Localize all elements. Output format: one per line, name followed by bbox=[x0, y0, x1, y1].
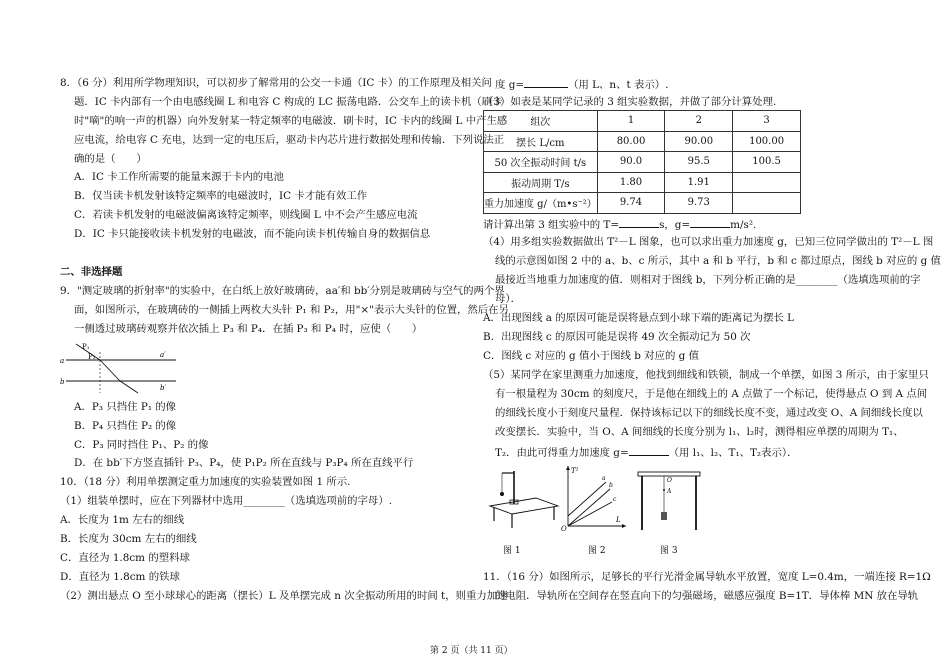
q8-option-b: B．仅当读卡机发射该特定频率的电磁波时，IC 卡才能有效工作 bbox=[74, 190, 368, 202]
line-b-label: b bbox=[609, 482, 613, 489]
q8-option-c: C．若读卡机发射的电磁波偏离该特定频率，则线圈 L 中不会产生感应电流 bbox=[74, 209, 418, 221]
q9-line-3: 一侧透过玻璃砖观察并依次插上 P₃ 和 P₄．在插 P₃ 和 P₄ 时，应使（ ） bbox=[74, 323, 423, 335]
y-axis-arrow bbox=[566, 466, 570, 470]
table-top bbox=[490, 498, 558, 514]
q10-option-a: A．长度为 1m 左右的细线 bbox=[60, 514, 185, 526]
lock-weight bbox=[661, 512, 667, 520]
q8-option-d: D．IC 卡只能接收读卡机发射的电磁波，而不能向读卡机传输自身的数据信息 bbox=[74, 228, 431, 240]
table-cell: 振动周期 T/s bbox=[484, 172, 598, 193]
q9-line-1: 9．"测定玻璃的折射率"的实验中，在白纸上放好玻璃砖，aa′和 bb′分别是玻璃砖与空气的两个界 bbox=[60, 285, 505, 297]
table-cell: 1.80 bbox=[597, 172, 665, 193]
q8-line-3: 时"嘀"的响一声的机器）向外发射某一特定频率的电磁波．刷卡时，IC 卡内的线圈 L 中产生感 bbox=[74, 115, 508, 127]
table-header-cell: 3 bbox=[733, 111, 801, 132]
table-cell: 90.0 bbox=[597, 152, 665, 173]
table-row bbox=[484, 193, 801, 214]
table-header-cell: 组次 bbox=[484, 111, 598, 132]
q10-part-2-continued bbox=[495, 77, 668, 92]
figure-3-home-pendulum bbox=[636, 468, 702, 532]
q10-part-4-line-3: 最接近当地重力加速度的值．则相对于图线 b，下列分析正确的是________（选填选项前的字 bbox=[495, 274, 921, 286]
answer-blank-g bbox=[524, 77, 568, 88]
table-cell: 80.00 bbox=[597, 131, 665, 152]
q10-calc-line bbox=[483, 217, 756, 232]
x-axis-arrow bbox=[622, 524, 626, 528]
pendulum-bob bbox=[500, 492, 504, 496]
q10-part-5-line-1: （5）某同学在家里测重力加速度，他找到细线和铁锁，制成一个单摆，如图 3 所示，由于家里只 bbox=[483, 369, 929, 381]
calc-g-label: s，g= bbox=[659, 219, 691, 231]
q10-part-5-line-2: 有一根量程为 30cm 的刻度尺，于是他在细线上的 A 点做了一个标记，使得悬点 O 到 A 点间 bbox=[495, 388, 928, 400]
q9-option-a: A．P₃ 只挡住 P₁ 的像 bbox=[74, 401, 177, 413]
page-footer: 第 2 页（共 11 页） bbox=[430, 646, 513, 656]
figure-1-caption: 图 1 bbox=[503, 546, 521, 556]
q10-option-b: B．长度为 30cm 左右的细线 bbox=[60, 533, 197, 545]
q11-line-2: 的电阻．导轨所在空间存在竖直向下的匀强磁场，磁感应强度 B=1T．导体棒 MN 放在导轨 bbox=[495, 590, 919, 602]
calc-t-label: 请计算出第 3 组实验中的 T= bbox=[483, 219, 620, 231]
g-formula-label: 度 g= bbox=[495, 79, 525, 91]
q10-part-4-line-2: 线的示意图如图 2 中的 a、b、c 所示，其中 a 和 b 平行，b 和 c 都过原点，图线 b 对应的 g 值 bbox=[495, 255, 941, 267]
answer-blank-g3 bbox=[690, 217, 730, 228]
q10-option-c: C．直径为 1.8cm 的塑料球 bbox=[60, 552, 190, 564]
answer-blank-g5 bbox=[629, 445, 669, 456]
pin-p2-label: P₂ bbox=[88, 353, 96, 361]
graph-line-a bbox=[568, 482, 606, 516]
q9-option-b: B．P₄ 只挡住 P₂ 的像 bbox=[74, 420, 177, 432]
label-b: b bbox=[60, 378, 65, 386]
refracted-ray bbox=[100, 360, 120, 381]
y-axis-label: T² bbox=[571, 467, 579, 475]
table-cell: 95.5 bbox=[665, 152, 733, 173]
table-header-row bbox=[484, 111, 801, 132]
line-c-label: c bbox=[613, 496, 617, 503]
section-heading: 二、非选择题 bbox=[60, 266, 123, 278]
table-cell bbox=[733, 172, 801, 193]
q11-line-1: 11．（16 分）如图所示，足够长的平行光滑金属导轨水平放置，宽度 L=0.4m，一端连接 R=1Ω bbox=[483, 571, 931, 583]
table-cell: 100.00 bbox=[733, 131, 801, 152]
point-a-label: A bbox=[667, 488, 672, 495]
table-header-cell: 2 bbox=[665, 111, 733, 132]
mark-a bbox=[663, 489, 665, 491]
table-cell: 重力加速度 g/（m•s⁻²） bbox=[484, 193, 598, 214]
table-cell: 9.74 bbox=[597, 193, 665, 214]
label-b-prime: b′ bbox=[160, 384, 167, 392]
table-cell: 1.91 bbox=[665, 172, 733, 193]
table-cell: 90.00 bbox=[665, 131, 733, 152]
q9-option-d: D．在 bb′下方竖直插针 P₃、P₄，使 P₁P₂ 所在直线与 P₃P₄ 所在直线平行 bbox=[74, 457, 414, 469]
table-header-cell: 1 bbox=[597, 111, 665, 132]
calc-unit: m/s². bbox=[730, 219, 757, 231]
table-cell: 50 次全振动时间 t/s bbox=[484, 152, 598, 173]
pin-p1-label: P₁ bbox=[82, 343, 90, 351]
q10-part-4-line-4: 母）． bbox=[495, 293, 521, 305]
q8-line-4: 应电流，给电容 C 充电，达到一定的电压后，驱动卡内芯片进行数据处理和传输．下列说法正 bbox=[74, 134, 505, 146]
line-a-label: a bbox=[602, 475, 606, 482]
figure-2-graph bbox=[560, 462, 628, 532]
q10-part-2: （2）测出悬点 O 至小球球心的距离（摆长）L 及单摆完成 n 次全振动所用的时间 t，则重力加速 bbox=[60, 590, 508, 602]
q10-part-1: （1）组装单摆时，应在下列器材中选用________（选填选项前的字母）. bbox=[60, 495, 393, 507]
point-o-label: O bbox=[667, 477, 672, 484]
table-cell: 摆长 L/cm bbox=[484, 131, 598, 152]
graph-line-c bbox=[568, 502, 612, 526]
refraction-figure bbox=[58, 340, 178, 395]
table-row bbox=[484, 131, 801, 152]
q8-line-2: 题．IC 卡内部有一个由电感线圈 L 和电容 C 构成的 LC 振荡电路．公交车上的读卡机（刷卡 bbox=[74, 96, 503, 108]
q10-part-4-option-a: A．出现图线 a 的原因可能是误将悬点到小球下端的距离记为摆长 L bbox=[483, 312, 795, 324]
figure-3-caption: 图 3 bbox=[660, 546, 678, 556]
table-cell: 9.73 bbox=[665, 193, 733, 214]
q10-option-d: D．直径为 1.8cm 的铁球 bbox=[60, 571, 180, 583]
g-formula-hint: （用 L、n、t 表示）. bbox=[568, 79, 669, 91]
figure-2-caption: 图 2 bbox=[588, 546, 606, 556]
answer-blank-t bbox=[619, 217, 659, 228]
label-a: a bbox=[60, 357, 65, 365]
q10-part-3: （3）如表是某同学记录的 3 组实验数据，并做了部分计算处理. bbox=[483, 96, 777, 108]
g-formula-5-label: T₂．由此可得重力加速度 g= bbox=[495, 447, 629, 459]
emergent-ray bbox=[120, 381, 138, 393]
table-cell: 100.5 bbox=[733, 152, 801, 173]
figure-1-pendulum-stand bbox=[488, 466, 560, 530]
q10-part-5-line-3: 的细线长度小于刻度尺量程．保持该标记以下的细线长度不变，通过改变 O、A 间细线长度以 bbox=[495, 407, 923, 419]
q9-option-c: C．P₃ 同时挡住 P₁、P₂ 的像 bbox=[74, 439, 209, 451]
q10-part-4-line-1: （4）用多组实验数据做出 T²－L 图象，也可以求出重力加速度 g，已知三位同学做出的 T²－L 图 bbox=[483, 236, 934, 248]
table-top bbox=[638, 472, 700, 476]
data-table bbox=[483, 110, 801, 214]
q10-part-5-line-4: 改变摆长．实验中，当 O、A 间细线的长度分别为 l₁、l₂时，测得相应单摆的周期为 T₁、 bbox=[495, 426, 904, 438]
q9-line-2: 面，如图所示，在玻璃砖的一侧插上两枚大头针 P₁ 和 P₂，用"×"表示大头针的位置，然后在另 bbox=[74, 304, 509, 316]
graph-line-b bbox=[568, 489, 610, 526]
q10-part-4-option-c: C．图线 c 对应的 g 值小于图线 b 对应的 g 值 bbox=[483, 350, 700, 362]
q8-line-1: 8．（6 分）利用所学物理知识，可以初步了解常用的公交一卡通（IC 卡）的工作原理及相关问 bbox=[60, 77, 492, 89]
table-cell bbox=[733, 193, 801, 214]
q10-part-5-line-5 bbox=[495, 445, 797, 460]
q8-line-5: 确的是（ ） bbox=[74, 153, 147, 165]
table-row bbox=[484, 172, 801, 193]
label-a-prime: a′ bbox=[160, 351, 166, 359]
g-formula-5-hint: （用 l₁、l₂、T₁、T₂表示）． bbox=[668, 447, 798, 459]
origin-label: O bbox=[561, 525, 567, 532]
q10-part-4-option-b: B．出现图线 c 的原因可能是误将 49 次全振动记为 50 次 bbox=[483, 331, 751, 343]
table-row bbox=[484, 152, 801, 173]
q8-option-a: A．IC 卡工作所需要的能量来源于卡内的电池 bbox=[74, 171, 284, 183]
x-axis-label: L bbox=[616, 516, 621, 524]
q10-line-1: 10．（18 分）利用单摆测定重力加速度的实验装置如图 1 所示. bbox=[60, 476, 351, 488]
